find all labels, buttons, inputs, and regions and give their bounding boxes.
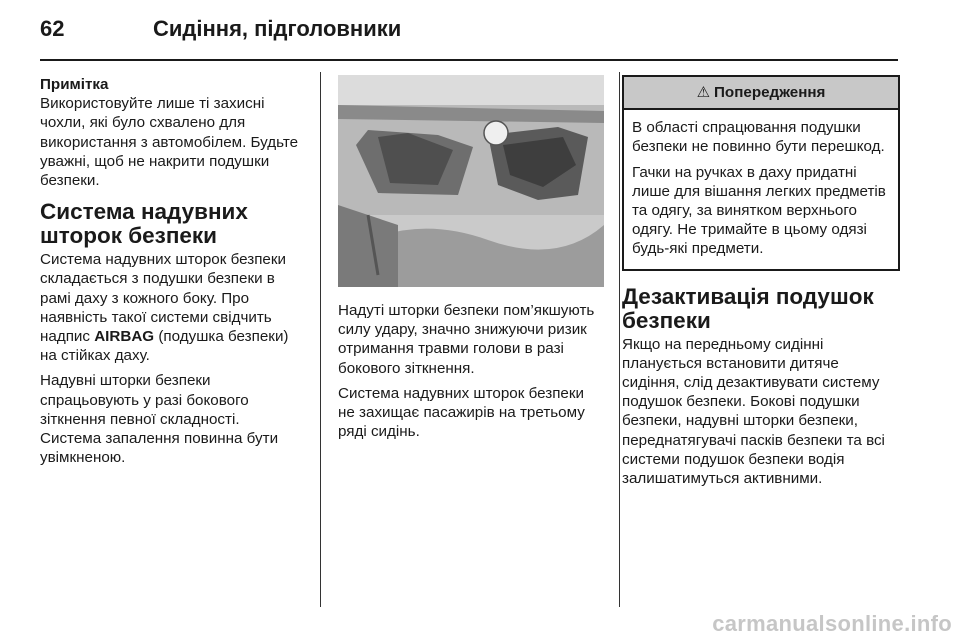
paragraph: Надувні шторки безпеки спрацьовують у разі бокового зіткнення певної складності. Система запалення повинна бути увімкненою. <box>40 372 279 467</box>
warning-title: Попередження <box>714 84 826 101</box>
chapter-title: Сидіння, підголовники <box>153 16 402 41</box>
column-right <box>622 75 900 494</box>
warning-triangle-icon: ⚠ <box>696 84 711 101</box>
note-text: Використовуйте лише ті захисні чохли, які було схвалено для використання з автомобілем. Будьте уважні, щоб не накрити подушки безпеки. <box>40 95 299 190</box>
warning-box <box>622 75 900 271</box>
warning-body <box>624 110 898 268</box>
column-left <box>40 75 304 473</box>
warning-header <box>624 77 898 110</box>
paragraph: Система надувних шторок безпеки не захищає пасажирів на третьому ряді сидінь. <box>338 384 585 441</box>
curtain-airbag-illustration <box>338 75 604 287</box>
watermark: carmanualsonline.info <box>712 611 952 636</box>
image-caption: Надуті шторки безпеки пом’якшують силу удару, значно знижуючи ризик отримання травми голови в разі бокового зіткнення. <box>338 302 595 377</box>
section-title: Дезактивація подушок безпеки <box>622 283 874 333</box>
airbag-label: AIRBAG <box>94 328 155 346</box>
page-number: 62 <box>40 16 65 41</box>
section-title: Система надувних шторок безпеки <box>40 199 248 249</box>
warning-paragraph: Гачки на ручках в даху придатні лише для вішання легких предметів та одягу, за винятком верхнього одягу. Не тримайте в цьому одязі будь-які предмети. <box>632 163 886 258</box>
car-interior-image <box>338 75 604 287</box>
page-header <box>36 14 926 54</box>
column-divider <box>320 72 321 607</box>
text-span: (подушка безпеки) на стійках даху. <box>40 328 289 365</box>
text-span: Система надувних шторок безпеки складається з подушки безпеки в рамі даху з кожного боку. Про наявність такої системи свідчить надпис <box>40 251 287 346</box>
paragraph <box>40 250 304 365</box>
paragraph: Якщо на передньому сидінні планується встановити дитяче сидіння, слід дезактивувати систему подушок безпеки. Бокові подушки безпеки, надувні шторки безпеки, переднатягувачі пасків безпеки та всі системи подушок безпеки водія залишатимуться активними. <box>622 335 885 488</box>
warning-paragraph: В області спрацювання подушки безпеки не повинно бути перешкод. <box>632 119 885 156</box>
header-rule <box>40 59 898 61</box>
column-middle <box>338 75 604 447</box>
note-title: Примітка <box>40 76 109 93</box>
column-divider <box>619 72 620 607</box>
